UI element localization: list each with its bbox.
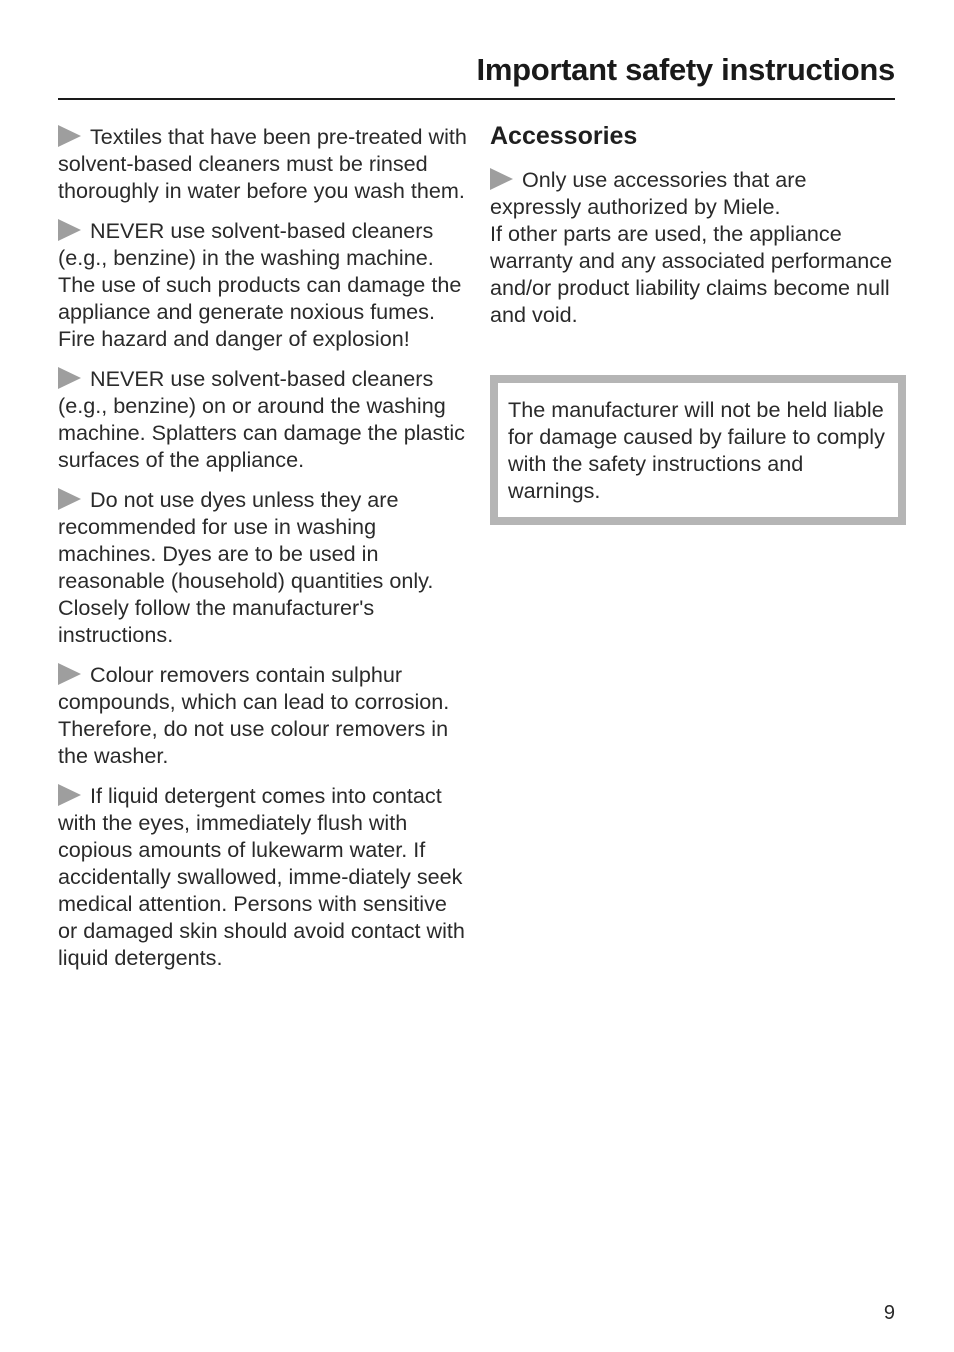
liability-notice-box (490, 375, 906, 525)
safety-instruction: NEVER use solvent-based cleaners (e.g., benzine) on or around the washing machine. Splatters can damage the plastic surfaces of the appliance. (58, 366, 465, 472)
triangle-bullet-icon (58, 488, 81, 510)
triangle-bullet-icon (58, 784, 81, 806)
safety-instruction: If liquid detergent comes into contact with the eyes, immediately flush with copious amounts of lukewarm water. If accidentally swallowed, imme-diately seek medical attention. Persons with sensitive or damaged skin should avoid contact with liquid detergents. (58, 783, 465, 970)
safety-instruction: Colour removers contain sulphur compounds, which can lead to corrosion. Therefore, do not use colour removers in the washer. (58, 662, 450, 768)
triangle-bullet-icon (490, 168, 513, 190)
left-column (58, 123, 468, 984)
accessories-instruction: Only use accessories that are expressly authorized by Miele. If other parts are used, the appliance warranty and any associated performance and/or product liability claims become null and void. (490, 167, 893, 327)
page-title: Important safety instructions (476, 52, 895, 87)
triangle-bullet-icon (58, 219, 81, 241)
header-divider (58, 98, 895, 100)
safety-instruction: NEVER use solvent-based cleaners (e.g., benzine) in the washing machine. The use of such products can damage the appliance and generate noxious fumes. Fire hazard and danger of explosion! (58, 218, 462, 351)
triangle-bullet-icon (58, 663, 81, 685)
triangle-bullet-icon (58, 125, 81, 147)
triangle-bullet-icon (58, 367, 81, 389)
section-heading-accessories: Accessories (490, 122, 638, 150)
safety-instruction: Do not use dyes unless they are recommended for use in washing machines. Dyes are to be used in reasonable (household) quantities only. Closely follow the manufacturer's instructions. (58, 487, 434, 647)
safety-instruction: Textiles that have been pre-treated with solvent-based cleaners must be rinsed thoroughly in water before you wash them. (58, 124, 467, 203)
right-column (490, 120, 896, 341)
page-number: 9 (883, 1302, 895, 1324)
liability-notice-text: The manufacturer will not be held liable for damage caused by failure to comply with the safety instructions and warnings. (508, 397, 885, 503)
